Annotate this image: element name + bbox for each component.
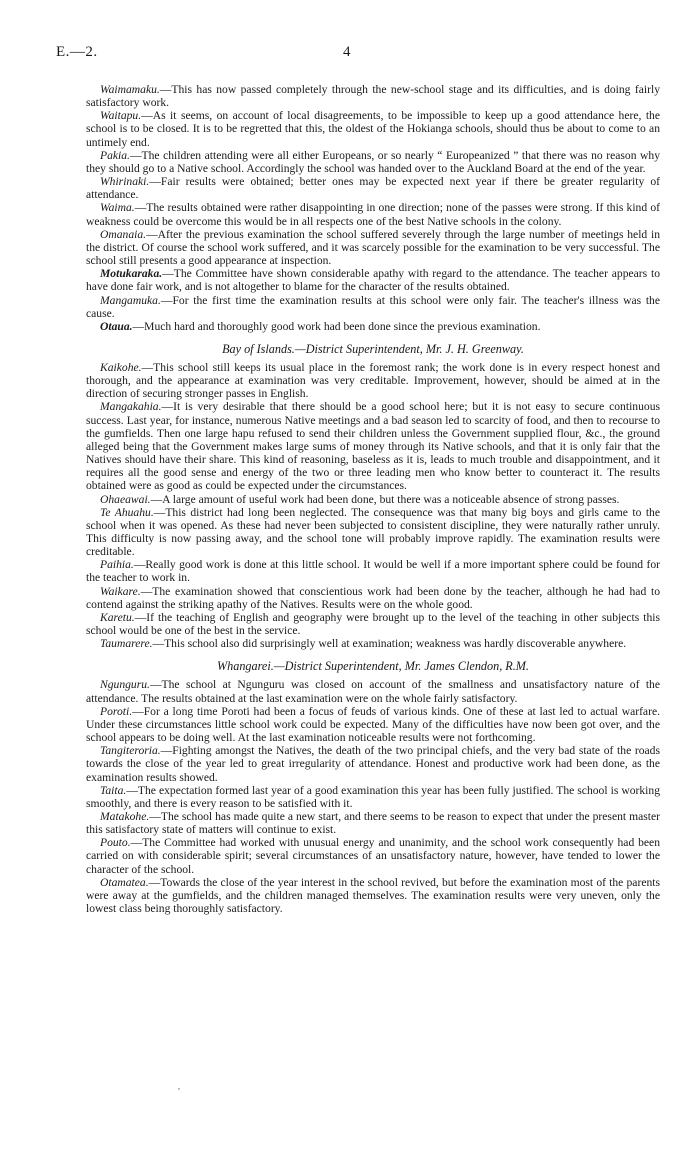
school-report-text: —The school has made quite a new start, and there seems to be reason to expect that under the present master this satisfactory state of matters will continue to exist. — [86, 809, 660, 837]
school-paragraph — [86, 267, 660, 293]
school-report-text: —If the teaching of English and geography were brought up to the level of the teaching in other subjects this school would be one of the best in the service. — [86, 610, 660, 638]
school-name: Waitapu. — [100, 109, 142, 123]
school-name: Karetu. — [100, 610, 135, 624]
school-report-text: —The examination showed that conscientious work had been done by the teacher, although he had had to contend against the striking apathy of the Natives. Results were on the whole good. — [86, 584, 660, 611]
school-paragraph — [86, 400, 660, 492]
school-paragraph — [86, 585, 660, 611]
school-report-text: —A large amount of useful work had been done, but there was a noticeable absence of strong passes. — [150, 492, 620, 506]
school-paragraph — [86, 836, 660, 875]
report-reference: E.—2. — [56, 44, 98, 60]
school-paragraph — [86, 83, 660, 109]
page-number: 4 — [343, 44, 351, 60]
school-report-text: —This school still keeps its usual place in the foremost rank; the work done is in every respect honest and thorough, and the appearance at examination was very creditable. Improvement, however, should be aimed at in the direction of securing stronger passes in English. — [86, 360, 660, 401]
school-name: Pakia. — [100, 148, 130, 162]
school-name: Poroti. — [100, 704, 133, 718]
school-paragraph — [86, 810, 660, 836]
school-report-text: —Fighting amongst the Natives, the death of the two principal chiefs, and the very bad state of the roads towards the close of the year led to great irregularity of attendance. Honest and productive work had been done, as the examination results showed. — [86, 744, 660, 784]
school-name: Otamatea. — [100, 875, 149, 889]
school-report-text: —For the first time the examination results at this school were only fair. The teacher's illness was the cause. — [86, 293, 660, 320]
school-report-text: —The expectation formed last year of a good examination this year has been fully justified. The school is working smoothly, and there is every reason to be satisfied with it. — [86, 783, 660, 810]
school-name: Waima. — [100, 201, 135, 215]
school-paragraph — [86, 493, 660, 506]
school-report-text: —Towards the close of the year interest in the school revived, but before the examination most of the parents were away at the gumfields, and the children managed themselves. The examination results were very uneven, only the lowest class being thoroughly satisfactory. — [86, 875, 660, 916]
school-name: Waimamaku. — [100, 83, 160, 96]
school-report-text: —Fair results were obtained; better ones may be expected next year if there be greater regularity of attendance. — [86, 175, 660, 202]
school-paragraph — [86, 558, 660, 584]
section-heading: Bay of Islands.—District Superintendent, Mr. J. H. Greenway. — [222, 341, 524, 356]
school-name: Waikare. — [100, 584, 141, 598]
school-name: Motukaraka. — [100, 267, 163, 281]
school-paragraph — [86, 678, 660, 704]
school-report-text: —The children attending were all either Europeans, or so nearly “ Europeanized ” that there was no reason why they should go to a Native school. Accordingly the school was handed over to the Auckland Board at the end of the year. — [86, 148, 660, 175]
school-paragraph — [86, 876, 660, 915]
school-name: Whirinaki. — [100, 175, 150, 189]
school-paragraph — [86, 228, 660, 267]
school-name: Otaua. — [100, 319, 133, 333]
school-name: Tangiteroria. — [100, 744, 161, 758]
school-name: Pouto. — [100, 836, 131, 850]
school-name: Taumarere. — [100, 637, 153, 651]
school-paragraph — [86, 109, 660, 148]
school-paragraph — [86, 506, 660, 559]
school-name: Omanaia. — [100, 227, 147, 241]
school-name: Kaikohe. — [100, 360, 142, 374]
school-report-text: —The Committee have shown considerable apathy with regard to the attendance. The teacher appears to have done fair work, and is not altogether to blame for the character of the results obtained. — [86, 267, 660, 294]
school-name: Te Ahuahu. — [100, 505, 154, 519]
school-paragraph — [86, 361, 660, 400]
school-report-text: —The school at Ngunguru was closed on account of the smallness and unsatisfactory nature of the attendance. The results obtained at the last examination were on the whole fairly satisfactory. — [86, 678, 660, 705]
school-name: Mangakahia. — [100, 400, 162, 414]
school-name: Ohaeawai. — [100, 492, 151, 506]
school-name: Ngunguru. — [100, 678, 150, 692]
school-report-text: —Really good work is done at this little school. It would be well if a more important sphere could be found for the teacher to work in. — [86, 558, 660, 585]
report-body — [86, 83, 660, 915]
school-report-text: —As it seems, on account of local disagreements, to be impossible to keep up a good attendance here, the school is to be closed. It is to be regretted that this, the oldest of the Hokianga schools, should thus be about to come to an untimely end. — [86, 109, 660, 149]
school-report-text: —The results obtained were rather disappointing in one direction; none of the passes were strong. If this kind of weakness could be overcome this would be in all respects one of the best Native schools in the colony. — [86, 201, 660, 228]
school-report-text: —After the previous examination the school suffered severely through the large number of meetings held in the district. Of course the school work suffered, and it was scarcely possible for the examination to be very successful. The school still presents a good appearance at inspection. — [86, 227, 660, 268]
school-name: Matakohe. — [100, 809, 150, 823]
page-header — [0, 44, 700, 70]
school-report-text: —This district had long been neglected. The consequence was that many big boys and girls came to the school when it was opened. As these had never been subjected to consistent discipline, they were naturally rather unruly. This difficulty is now passing away, and the school tone will probably improve rapidly. The examination results were creditable. — [86, 505, 661, 559]
school-paragraph — [86, 784, 660, 810]
school-report-text: —The Committee had worked with unusual energy and unanimity, and the school work consequently had been carried on with considerable spirit; several circumstances of an unsatisfactory nature, however, have tended to lower the character of the school. — [86, 836, 660, 876]
school-paragraph — [86, 294, 660, 320]
school-paragraph — [86, 637, 660, 650]
school-paragraph — [86, 705, 660, 744]
school-paragraph — [86, 744, 660, 783]
school-name: Paihia. — [100, 558, 134, 572]
school-report-text: —This has now passed completely through the new-school stage and its difficulties, and is doing fairly satisfactory work. — [86, 83, 660, 110]
school-report-text: —It is very desirable that there should be a good school here; but it is not easy to secure continuous success. Last year, for instance, numerous Native meetings and a bad season led to scarcity of food, and then to recourse to the gumfields. Then one large hapu refused to send their children unless the Government supplied flour, &c., the ground alleged being that the Government makes large sums of money through its Native schools, and that it is only fair that the Natives should have their share. This kind of reasoning, baseless as it is, leads to much trouble and disappointment, and it requires all the good sense and energy of the two or three leading men who know better to counteract it. The results obtained were as good as could be expected under the circumstances. — [86, 400, 660, 493]
school-name: Taita. — [100, 783, 127, 797]
school-paragraph — [86, 201, 660, 227]
section-heading: Whangarei.—District Superintendent, Mr. James Clendon, R.M. — [217, 659, 529, 674]
print-mark: , — [178, 1082, 180, 1091]
school-paragraph — [86, 320, 660, 333]
school-paragraph — [86, 149, 660, 175]
school-name: Mangamuka. — [100, 293, 161, 307]
school-report-text: —Much hard and thoroughly good work had been done since the previous examination. — [132, 319, 541, 333]
school-paragraph — [86, 611, 660, 637]
school-report-text: —This school also did surprisingly well at examination; weakness was hardly discoverable anywhere. — [152, 637, 627, 651]
school-report-text: —For a long time Poroti had been a focus of feuds of various kinds. One of these at last led to actual warfare. Under these circumstances little school work could be expected. Many of the difficulties have now been got over, and the school appears to be doing well. At the last examination noticeable results were not forthcoming. — [86, 704, 660, 745]
school-paragraph — [86, 175, 660, 201]
